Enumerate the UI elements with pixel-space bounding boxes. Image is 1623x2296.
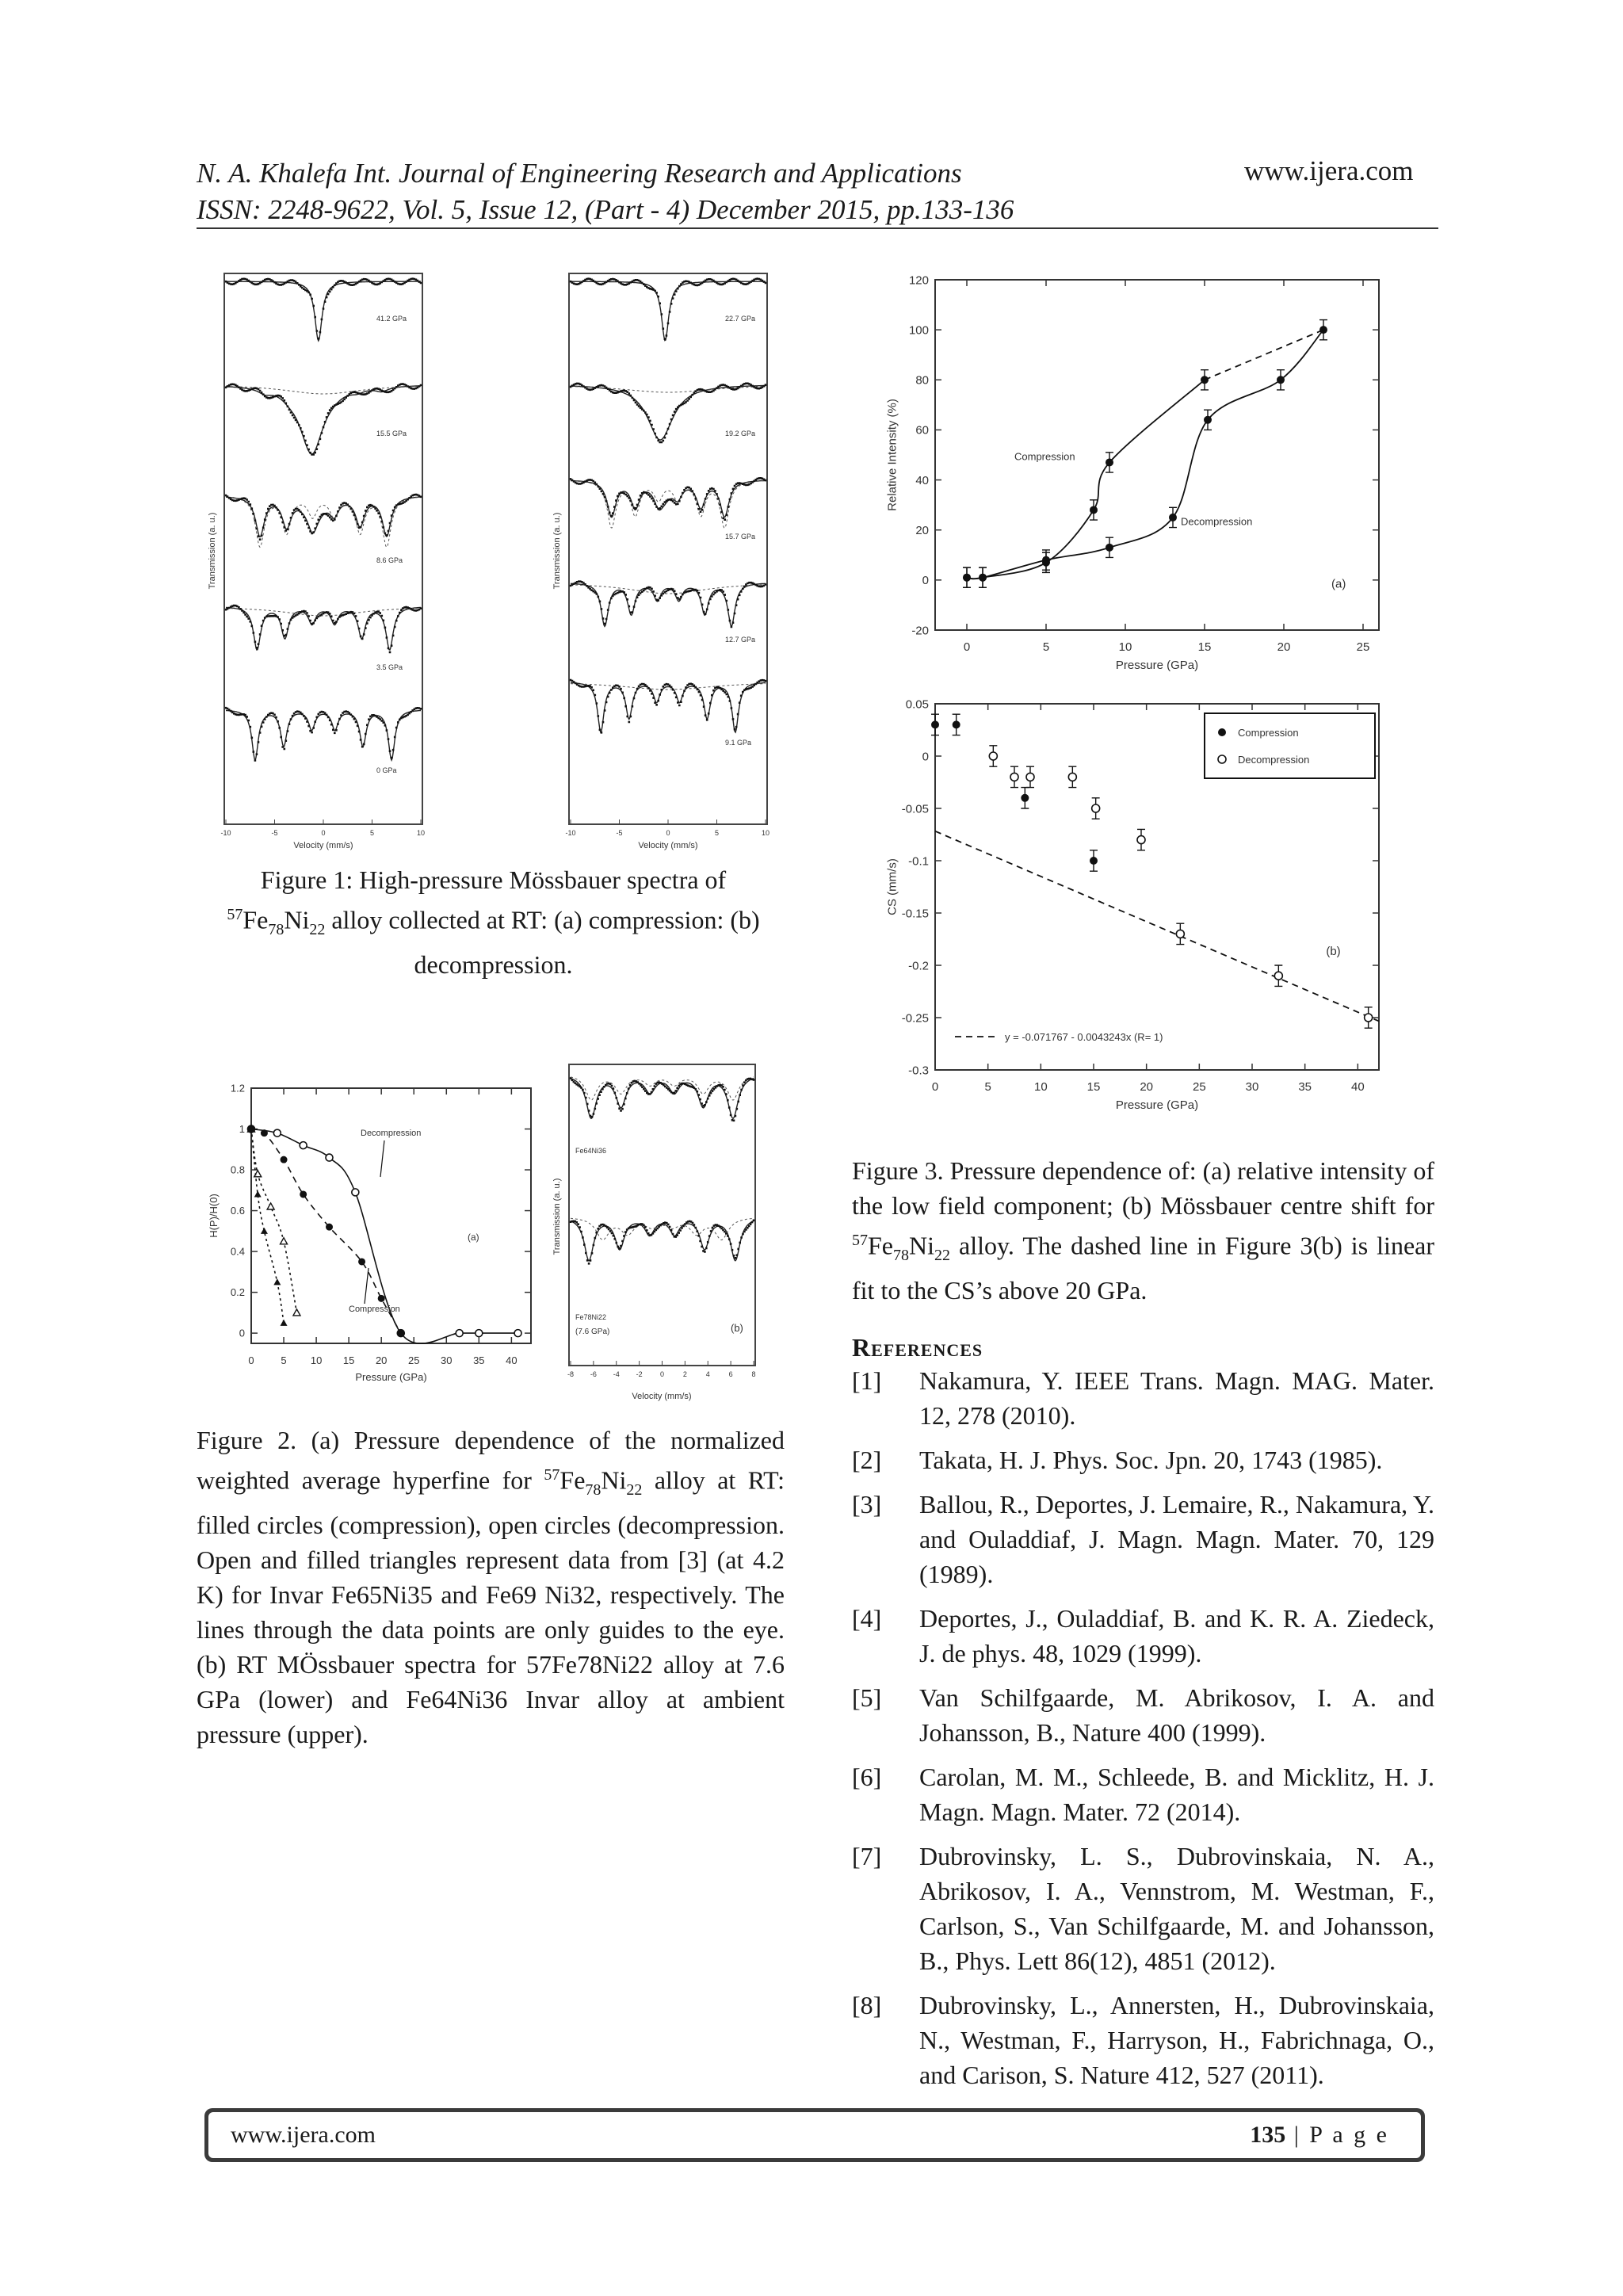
- data-point: [989, 752, 997, 760]
- reference-number: [2]: [852, 1446, 882, 1474]
- y-tick-label: 0.8: [230, 1163, 245, 1176]
- figure3b-centre-shift-chart: [856, 690, 1411, 1137]
- figure1-compression-spectra: [202, 266, 444, 856]
- data-point: [1068, 773, 1076, 781]
- data-point: [1137, 836, 1145, 844]
- x-tick-label: 5: [1042, 640, 1050, 654]
- fig1b-pressure-1: 22.7 GPa: [725, 315, 756, 323]
- axis-tick-label: 8: [751, 1370, 756, 1378]
- isotope-sup: 57: [852, 1232, 868, 1249]
- figure2b-ylabel: Transmission (a. u.): [552, 1178, 562, 1255]
- data-point: [261, 1129, 268, 1137]
- x-axis-label: Pressure (GPa): [1115, 659, 1199, 672]
- figure2b-xlabel: Velocity (mm/s): [632, 1392, 692, 1401]
- fig1a-pressure-5: 0 GPa: [376, 766, 397, 774]
- data-point: [1026, 773, 1034, 781]
- data-point: [1204, 416, 1212, 424]
- spectrum-data-points: [225, 606, 422, 652]
- reference-number: [7]: [852, 1842, 882, 1870]
- figure2b-panel-label: (b): [731, 1322, 743, 1334]
- spectrum-fit-curve: [571, 281, 766, 341]
- annotation-decompression: Decompression: [361, 1129, 422, 1138]
- reference-number: [8]: [852, 1991, 882, 2019]
- x-tick-label: 20: [1140, 1080, 1154, 1094]
- figure1-caption: [198, 862, 789, 982]
- figure2b-spectra: [547, 1058, 765, 1403]
- axis-tick-label: 2: [682, 1370, 687, 1378]
- x-tick-label: 35: [473, 1354, 485, 1366]
- spectrum-data-points: [570, 1221, 755, 1264]
- figure1-caption-line2: [198, 897, 789, 947]
- y-tick-label: -0.3: [908, 1064, 929, 1078]
- axis-tick-label: -8: [567, 1370, 575, 1378]
- y-axis-label: CS (mm/s): [885, 858, 899, 915]
- data-point: [300, 1142, 307, 1149]
- data-point: [1176, 930, 1184, 938]
- spectrum-fit-curve: [226, 497, 421, 537]
- page-label: | P a g e: [1285, 2122, 1389, 2148]
- figure2b-lower-label: Fe78Ni22: [575, 1313, 607, 1321]
- x-axis-label: Pressure (GPa): [1115, 1098, 1199, 1112]
- x-tick-label: 40: [506, 1354, 517, 1366]
- running-header-journal: N. A. Khalefa Int. Journal of Engineering Research and Applications: [197, 158, 962, 189]
- spectrum-data-points: [225, 708, 422, 760]
- x-tick-label: 10: [310, 1354, 323, 1366]
- data-point: [378, 1295, 385, 1302]
- figure3-caption-part2: alloy. The dashed line in Figure 3(b) is linear fit to the CS’s above 20 GPa.: [852, 1231, 1434, 1305]
- axis-tick-label: 0: [321, 829, 326, 837]
- page-footer: [204, 2108, 1425, 2162]
- fe-text: Fe: [559, 1465, 586, 1495]
- y-tick-label: 40: [915, 473, 929, 487]
- reference-text: Dubrovinsky, L. S., Dubrovinskaia, N. A., Abrikosov, I. A., Vennstrom, M. Westman, F., Carlson, S., Van Schilfgaarde, M. and Johansson, B., Phys. Lett 86(12), 4851 (2012).: [919, 1842, 1434, 1975]
- x-tick-label: 15: [342, 1354, 355, 1366]
- fig1b-pressure-2: 19.2 GPa: [725, 430, 756, 437]
- x-tick-label: 20: [375, 1354, 388, 1366]
- fig1a-pressure-4: 3.5 GPa: [376, 663, 403, 671]
- x-tick-label: 0: [963, 640, 971, 654]
- x-tick-label: 25: [1356, 640, 1370, 654]
- data-point: [326, 1224, 333, 1231]
- data-point: [1090, 506, 1098, 514]
- series-line: [967, 380, 1205, 579]
- spectrum-fit-curve: [571, 1221, 754, 1261]
- data-point: [261, 1228, 268, 1234]
- spectrum-fit-curve: [226, 281, 421, 341]
- legend-marker-compression: [1218, 728, 1226, 736]
- panel-label-a: (a): [468, 1232, 479, 1243]
- figure1-right-xlabel: Velocity (mm/s): [638, 841, 698, 850]
- reference-text: Ballou, R., Deportes, J. Lemaire, R., Nakamura, Y. and Ouladdiaf, J. Magn. Magn. Mater. 70, 129 (1989).: [919, 1490, 1434, 1588]
- axis-tick-label: -4: [613, 1370, 620, 1378]
- x-tick-label: 35: [1298, 1080, 1312, 1094]
- figure3-caption-part1: Figure 3. Pressure dependence of: (a) relative intensity of the low field component; (b) Mössbauer centre shift for: [852, 1156, 1434, 1220]
- spectrum-fit-curve: [226, 386, 421, 454]
- spectrum-data-points: [225, 384, 422, 455]
- y-tick-label: 0: [922, 750, 929, 764]
- ni-sub: 22: [626, 1481, 643, 1499]
- figure2-caption-part2: alloy at RT: filled circles (compression), open circles (decompression. Open and filled triangles represent data from [3] (at 4.2 K) for Invar Fe65Ni35 and Fe69 Ni32, respectively. The lines through the data points are only guides to the eye. (b) RT MÖssbauer spectra for 57Fe78Ni22 alloy at 7.6 GPa (lower) and Fe64Ni36 Invar alloy at ambient pressure (upper).: [197, 1465, 785, 1749]
- x-tick-label: 15: [1197, 640, 1212, 654]
- data-point: [1042, 556, 1050, 564]
- reference-text: Takata, H. J. Phys. Soc. Jpn. 20, 1743 (1985).: [919, 1446, 1383, 1474]
- axis-tick-label: -6: [590, 1370, 597, 1378]
- footer-page-number: [1250, 2122, 1389, 2149]
- axis-tick-label: -5: [616, 829, 623, 837]
- axis-tick-label: 5: [369, 829, 375, 837]
- reference-item: [852, 1487, 1434, 1591]
- axis-tick-label: -10: [220, 829, 231, 837]
- spectrum-fit-curve: [226, 711, 421, 761]
- reference-text: Van Schilfgaarde, M. Abrikosov, I. A. and Johansson, B., Nature 400 (1999).: [919, 1683, 1434, 1747]
- reference-item: [852, 1839, 1434, 1978]
- reference-text: Deportes, J., Ouladdiaf, B. and K. R. A. Ziedeck, J. de phys. 48, 1029 (1999).: [919, 1604, 1434, 1668]
- data-point: [1365, 1014, 1373, 1022]
- chart-plot-frame: [935, 280, 1379, 630]
- caption-rest: alloy collected at RT: (a) compression: (b): [325, 905, 760, 934]
- y-tick-label: 0: [239, 1327, 245, 1339]
- data-point: [1092, 804, 1100, 812]
- data-point: [931, 720, 939, 728]
- x-tick-label: 25: [407, 1354, 420, 1366]
- annotation-compression: Compression: [349, 1305, 400, 1314]
- y-tick-label: 0.6: [230, 1205, 245, 1217]
- y-tick-label: -0.1: [908, 854, 929, 869]
- axis-tick-label: 4: [705, 1370, 710, 1378]
- references-list: [852, 1363, 1434, 2102]
- reference-text: Dubrovinsky, L., Annersten, H., Dubrovinskaia, N., Westman, F., Harryson, H., Fabrichnaga, O., and Carison, S. Nature 412, 527 (2011).: [919, 1991, 1434, 2089]
- data-point: [1106, 458, 1113, 466]
- axis-tick-label: -10: [565, 829, 576, 837]
- x-tick-label: 0: [248, 1354, 254, 1366]
- spectrum-component-curve: [226, 497, 421, 547]
- axis-tick-label: 0: [666, 829, 670, 837]
- data-point: [1277, 376, 1285, 384]
- figure1-caption-line1: Figure 1: High-pressure Mössbauer spectra of: [260, 865, 727, 894]
- fit-legend-label: y = -0.071767 - 0.0043243x (R= 1): [1005, 1031, 1163, 1043]
- fe-sub: 78: [268, 921, 285, 939]
- axis-tick-label: -2: [636, 1370, 643, 1378]
- x-tick-label: 15: [1086, 1080, 1101, 1094]
- data-point: [397, 1330, 404, 1337]
- data-point: [300, 1190, 307, 1198]
- reference-item: [852, 1680, 1434, 1750]
- header-rule: [197, 227, 1438, 229]
- figure2b-lower-pressure: (7.6 GPa): [575, 1328, 610, 1336]
- page-number: 135: [1250, 2122, 1286, 2148]
- annotation-compression: Compression: [1014, 450, 1075, 463]
- footer-website: www.ijera.com: [231, 2122, 376, 2148]
- data-point: [254, 1190, 262, 1197]
- reference-number: [4]: [852, 1604, 882, 1633]
- ni-sub: 22: [934, 1247, 950, 1265]
- y-tick-label: 120: [908, 273, 929, 288]
- reference-number: [3]: [852, 1490, 882, 1519]
- y-tick-label: 80: [915, 373, 929, 388]
- fig1b-pressure-5: 9.1 GPa: [725, 739, 752, 747]
- axis-tick-label: 10: [416, 829, 426, 837]
- axis-tick-label: 6: [728, 1370, 733, 1378]
- y-tick-label: -0.05: [901, 802, 929, 816]
- spectrum-data-points: [570, 279, 767, 339]
- data-point: [1274, 972, 1282, 980]
- x-tick-label: 30: [1245, 1080, 1259, 1094]
- figure1-left-ylabel: Transmission (a. u.): [208, 512, 217, 590]
- spectrum-data-points: [225, 279, 422, 338]
- figure2-caption-part1: Figure 2. (a) Pressure dependence of the normalized weighted average hyperfine for: [197, 1426, 785, 1495]
- legend-box: [1205, 713, 1375, 778]
- y-axis-label: H(P)/H(0): [208, 1194, 220, 1238]
- ni-text: Ni: [284, 905, 310, 934]
- data-point: [953, 720, 960, 728]
- x-tick-label: 0: [931, 1080, 939, 1094]
- y-tick-label: 1: [239, 1123, 245, 1136]
- reference-item: [852, 1442, 1434, 1477]
- data-point: [326, 1154, 333, 1161]
- data-point: [1010, 773, 1018, 781]
- x-tick-label: 5: [984, 1080, 991, 1094]
- data-point: [456, 1330, 463, 1337]
- ni-sub: 22: [309, 921, 326, 939]
- fig1a-pressure-3: 8.6 GPa: [376, 556, 403, 564]
- legend-label-compression: Compression: [1238, 727, 1299, 739]
- figure1-decompression-spectra: [547, 266, 789, 856]
- x-tick-label: 10: [1033, 1080, 1048, 1094]
- figure3-caption: [852, 1153, 1434, 1308]
- data-point: [273, 1129, 281, 1137]
- data-point: [1090, 857, 1098, 865]
- x-tick-label: 40: [1350, 1080, 1365, 1094]
- panel-label-a: (a): [1331, 577, 1346, 591]
- data-point: [979, 574, 987, 582]
- data-point: [1169, 514, 1177, 521]
- x-tick-label: 30: [441, 1354, 453, 1366]
- x-axis-label: Pressure (GPa): [355, 1371, 427, 1383]
- figure2b-upper-label: Fe64Ni36: [575, 1147, 607, 1155]
- figure3a-relative-intensity-chart: [856, 266, 1411, 693]
- data-point: [352, 1189, 359, 1196]
- spectrum-data-points: [570, 478, 767, 519]
- panel-label-b: (b): [1326, 944, 1341, 958]
- data-point: [267, 1203, 274, 1209]
- ni-text: Ni: [601, 1465, 627, 1495]
- legend-marker-decompression: [1218, 755, 1226, 763]
- legend-label-decompression: Decompression: [1238, 754, 1310, 766]
- data-point: [514, 1330, 521, 1337]
- y-tick-label: 0.05: [905, 697, 929, 712]
- axis-tick-label: 5: [714, 829, 720, 837]
- fig1b-pressure-3: 15.7 GPa: [725, 533, 756, 541]
- data-point: [281, 1238, 288, 1244]
- fe-text: Fe: [868, 1231, 893, 1260]
- data-point: [358, 1258, 365, 1265]
- fig1a-pressure-2: 15.5 GPa: [376, 430, 407, 437]
- y-tick-label: 100: [908, 323, 929, 338]
- data-point: [963, 574, 971, 582]
- y-tick-label: 0: [922, 574, 929, 588]
- x-tick-label: 10: [1118, 640, 1132, 654]
- data-point: [475, 1330, 483, 1337]
- data-point: [281, 1320, 288, 1326]
- fig1a-pressure-1: 41.2 GPa: [376, 315, 407, 323]
- figure1-right-ylabel: Transmission (a. u.): [552, 512, 562, 590]
- data-point: [273, 1278, 281, 1285]
- spectrum-fit-curve: [571, 682, 766, 732]
- reference-number: [1]: [852, 1366, 882, 1395]
- data-point: [1319, 326, 1327, 334]
- reference-item: [852, 1988, 1434, 2092]
- data-point: [1021, 794, 1029, 802]
- y-tick-label: -0.15: [901, 907, 929, 921]
- annotation-decompression: Decompression: [1181, 515, 1253, 528]
- y-tick-label: -0.25: [901, 1011, 929, 1026]
- y-tick-label: 1.2: [230, 1082, 245, 1095]
- y-tick-label: -0.2: [908, 959, 929, 973]
- y-tick-label: 0.2: [230, 1286, 245, 1299]
- figure2a-hyperfine-chart: [202, 1074, 543, 1399]
- fe-sub: 78: [893, 1247, 909, 1265]
- isotope-sup: 57: [544, 1466, 560, 1484]
- annotation-arrow: [380, 1140, 384, 1177]
- running-header-issue: ISSN: 2248-9622, Vol. 5, Issue 12, (Part - 4) December 2015, pp.133-136: [197, 194, 1014, 225]
- fe-text: Fe: [242, 905, 269, 934]
- references-heading: References: [852, 1333, 983, 1362]
- reference-text: Carolan, M. M., Schleede, B. and Micklitz, H. J. Magn. Magn. Mater. 72 (2014).: [919, 1763, 1434, 1826]
- reference-item: [852, 1363, 1434, 1433]
- spectrum-data-points: [570, 1079, 755, 1121]
- data-point: [293, 1309, 300, 1316]
- running-header-website: www.ijera.com: [1244, 155, 1414, 186]
- reference-item: [852, 1601, 1434, 1671]
- reference-number: [6]: [852, 1763, 882, 1791]
- data-point: [281, 1156, 288, 1163]
- series-line: [1205, 330, 1323, 380]
- ni-text: Ni: [909, 1231, 934, 1260]
- series-line: [251, 1129, 297, 1313]
- y-tick-label: 0.4: [230, 1245, 245, 1258]
- y-tick-label: 20: [915, 523, 929, 537]
- figure1-caption-line3: decompression.: [414, 950, 573, 980]
- axis-tick-label: 0: [659, 1370, 665, 1378]
- fe-sub: 78: [585, 1481, 601, 1499]
- figure1-left-xlabel: Velocity (mm/s): [293, 841, 353, 850]
- axis-tick-label: 10: [761, 829, 770, 837]
- linear-fit-line: [935, 831, 1379, 1022]
- y-tick-label: 60: [915, 423, 929, 437]
- x-tick-label: 25: [1192, 1080, 1206, 1094]
- reference-text: Nakamura, Y. IEEE Trans. Magn. MAG. Mater. 12, 278 (2010).: [919, 1366, 1434, 1430]
- reference-item: [852, 1759, 1434, 1829]
- figure2-caption: [197, 1423, 785, 1752]
- x-tick-label: 20: [1277, 640, 1291, 654]
- annotation-arrow: [365, 1268, 369, 1304]
- fig1b-pressure-4: 12.7 GPa: [725, 636, 756, 644]
- isotope-sup: 57: [227, 906, 243, 923]
- data-point: [1106, 544, 1113, 552]
- y-axis-label: Relative Intensity (%): [885, 399, 899, 511]
- x-tick-label: 5: [281, 1354, 287, 1366]
- y-tick-label: -20: [911, 624, 929, 638]
- reference-number: [5]: [852, 1683, 882, 1712]
- axis-tick-label: -5: [271, 829, 278, 837]
